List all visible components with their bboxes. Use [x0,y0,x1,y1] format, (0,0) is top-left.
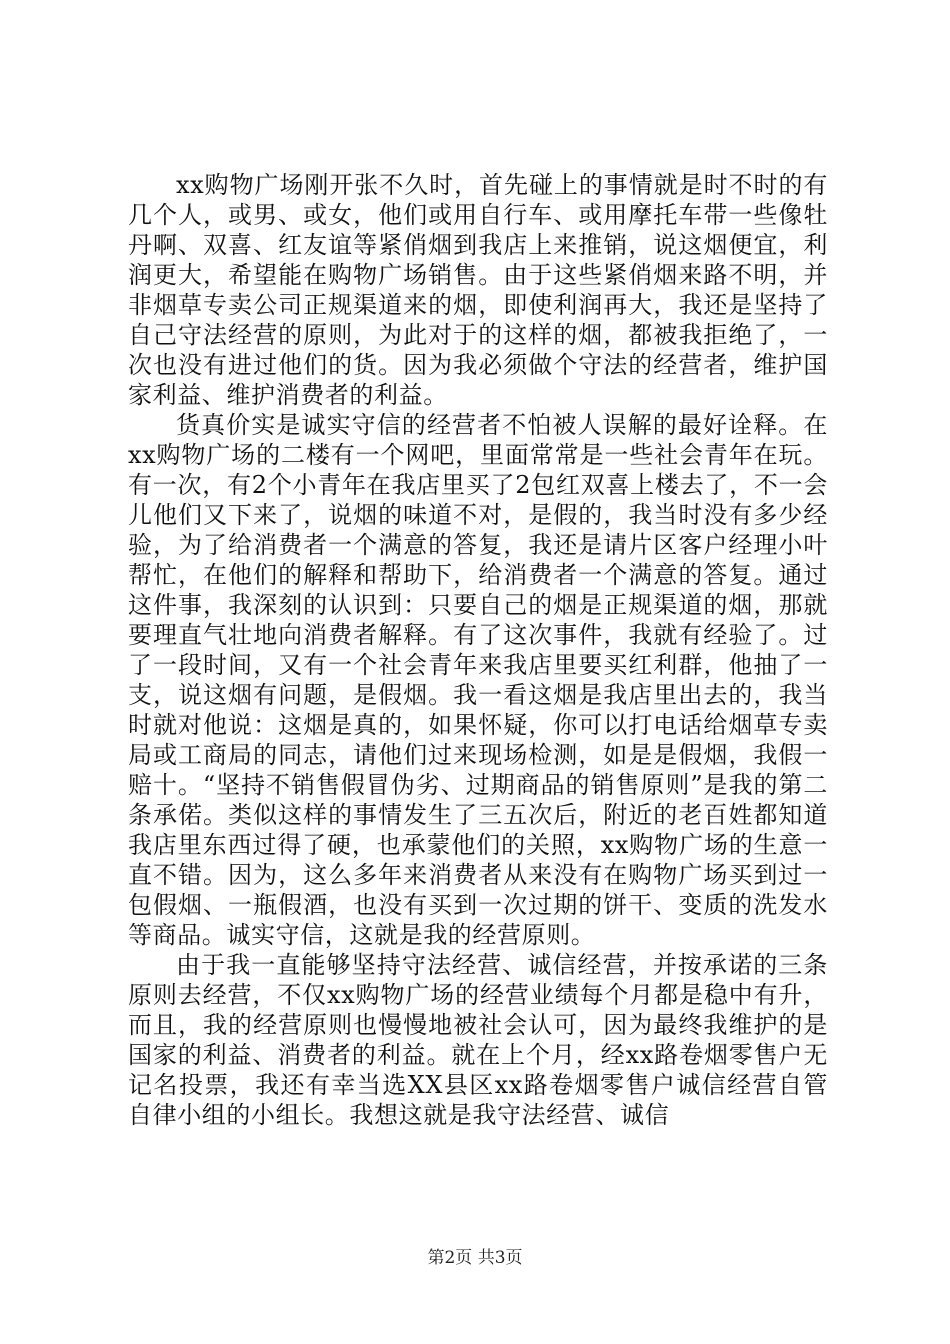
document-body [128,170,828,1130]
paragraph-1: xx购物广场刚开张不久时，首先碰上的事情就是时不时的有几个人，或男、或女，他们或用自行车、或用摩托车带一些像牡丹啊、双喜、红友谊等紧俏烟到我店上来推销，说这烟便宜，利润更大，希望能在购物广场销售。由于这些紧俏烟来路不明，并非烟草专卖公司正规渠道来的烟，即使利润再大，我还是坚持了自己守法经营的原则，为此对于的这样的烟，都被我拒绝了，一次也没有进过他们的货。因为我必须做个守法的经营者，维护国家利益、维护消费者的利益。 [128,171,828,409]
paragraph-2: 货真价实是诚实守信的经营者不怕被人误解的最好诠释。在xx购物广场的二楼有一个网吧，里面常常是一些社会青年在玩。有一次，有2个小青年在我店里买了2包红双喜上楼去了，不一会儿他们又下来了，说烟的味道不对，是假的，我当时没有多少经验，为了给消费者一个满意的答复，我还是请片区客户经理小叶帮忙，在他们的解释和帮助下，给消费者一个满意的答复。通过这件事，我深刻的认识到：只要自己的烟是正规渠道的烟，那就要理直气壮地向消费者解释。有了这次事件，我就有经验了。过了一段时间，又有一个社会青年来我店里要买红利群，他抽了一支，说这烟有问题，是假烟。我一看这烟是我店里出去的，我当时就对他说：这烟是真的，如果怀疑，你可以打电话给烟草专卖局或工商局的同志，请他们过来现场检测，如是是假烟，我假一赔十。“坚持不销售假冒伪劣、过期商品的销售原则”是我的第二条承偌。类似这样的事情发生了三五次后，附近的老百姓都知道我店里东西过得了硬，也承蒙他们的关照，xx购物广场的生意一直不错。因为，这么多年来消费者从来没有在购物广场买到过一包假烟、一瓶假酒，也没有买到一次过期的饼干、变质的洗发水等商品。诚实守信，这就是我的经营原则。 [128,411,828,949]
page-footer: 第2页 共3页 [427,1248,523,1268]
paragraph-3: 由于我一直能够坚持守法经营、诚信经营，并按承诺的三条原则去经营，不仅xx购物广场的经营业绩每个月都是稳中有升，而且，我的经营原则也慢慢地被社会认可，因为最终我维护的是国家的利益、消费者的利益。就在上个月，经xx路卷烟零售户无记名投票，我还有幸当选XX县区xx路卷烟零售户诚信经营自管自律小组的小组长。我想这就是我守法经营、诚信 [128,951,828,1129]
